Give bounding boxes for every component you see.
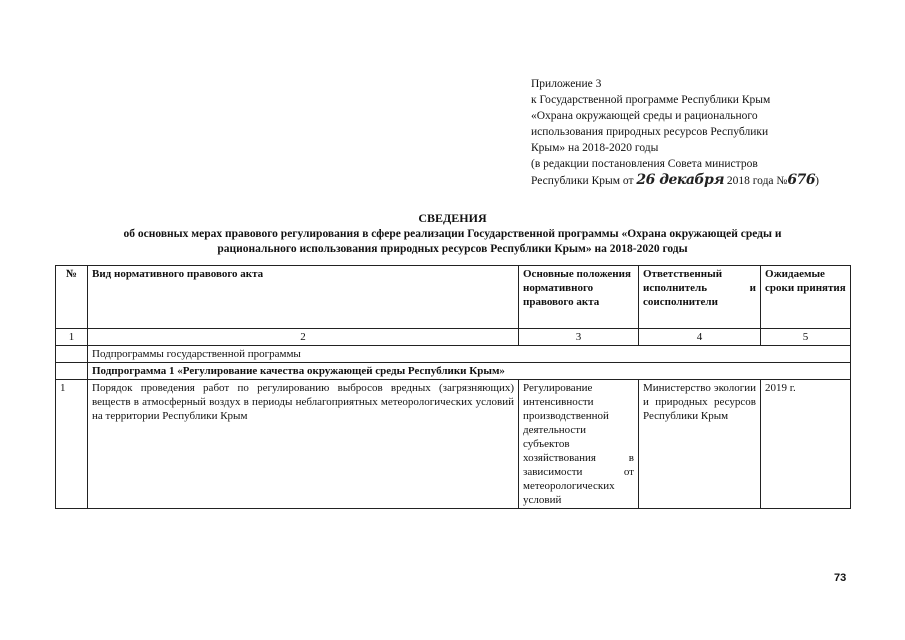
page-number: 73 <box>834 572 847 584</box>
appendix-line-prefix: Республики Крым от <box>531 175 637 187</box>
measures-table <box>55 265 851 509</box>
appendix-line: (в редакции постановления Совета министров <box>531 158 758 170</box>
title-line: рационального использования природных ресурсов Республики Крым» на 2018-2020 годы <box>217 243 688 255</box>
section-title: Подпрограммы государственной программы <box>88 346 851 363</box>
handwritten-date: 26 декабря <box>636 172 724 188</box>
column-number: 5 <box>761 329 851 346</box>
row-number: 1 <box>56 380 88 509</box>
row-responsible: Министерство экологии и природных ресурсов Республики Крым <box>639 380 761 509</box>
header-cell-responsible: Ответственный исполнитель и соисполнители <box>639 266 761 329</box>
appendix-line: к Государственной программе Республики Крым <box>531 94 771 106</box>
section-row <box>56 346 851 363</box>
header-cell-no: № <box>56 266 88 329</box>
header-cell-act: Вид нормативного правового акта <box>88 266 519 329</box>
header-cell-provisions: Основные положения нормативного правового акта <box>519 266 639 329</box>
subprogram-row <box>56 363 851 380</box>
appendix-line: использования природных ресурсов Республики <box>531 126 769 138</box>
subprogram-title: Подпрограмма 1 «Регулирование качества окружающей среды Республики Крым» <box>88 363 851 380</box>
row-term: 2019 г. <box>761 380 851 509</box>
appendix-line: Приложение 3 <box>531 78 602 90</box>
table-row <box>56 380 851 509</box>
header-cell-term: Ожидаемые сроки принятия <box>761 266 851 329</box>
row-provisions: Регулирование интенсивности производственной деятельности субъектов хозяйствования в зависимости от метеорологических условий <box>519 380 639 509</box>
column-number: 1 <box>56 329 88 346</box>
appendix-line: «Охрана окружающей среды и рационального <box>531 110 758 122</box>
appendix-block <box>531 76 861 189</box>
title-line: об основных мерах правового регулирования в сфере реализации Государственной программы «Охрана окружающей среды и <box>123 228 782 240</box>
appendix-line-middle: 2018 года № <box>723 175 788 187</box>
table-header-row <box>56 266 851 329</box>
column-number: 2 <box>88 329 519 346</box>
appendix-line: Крым» на 2018-2020 годы <box>531 142 659 154</box>
column-number: 4 <box>639 329 761 346</box>
column-number: 3 <box>519 329 639 346</box>
row-act: Порядок проведения работ по регулированию выбросов вредных (загрязняющих) веществ в атмосферный воздух в периоды неблагоприятных метеорологических условий на территории Республики Крым <box>88 380 519 509</box>
document-title <box>40 211 865 257</box>
title-main: СВЕДЕНИЯ <box>418 211 487 225</box>
handwritten-number: 676 <box>787 172 816 188</box>
appendix-date-line: Республики Крым от 26 декабря 2018 года №676) <box>531 172 819 188</box>
column-number-row <box>56 329 851 346</box>
